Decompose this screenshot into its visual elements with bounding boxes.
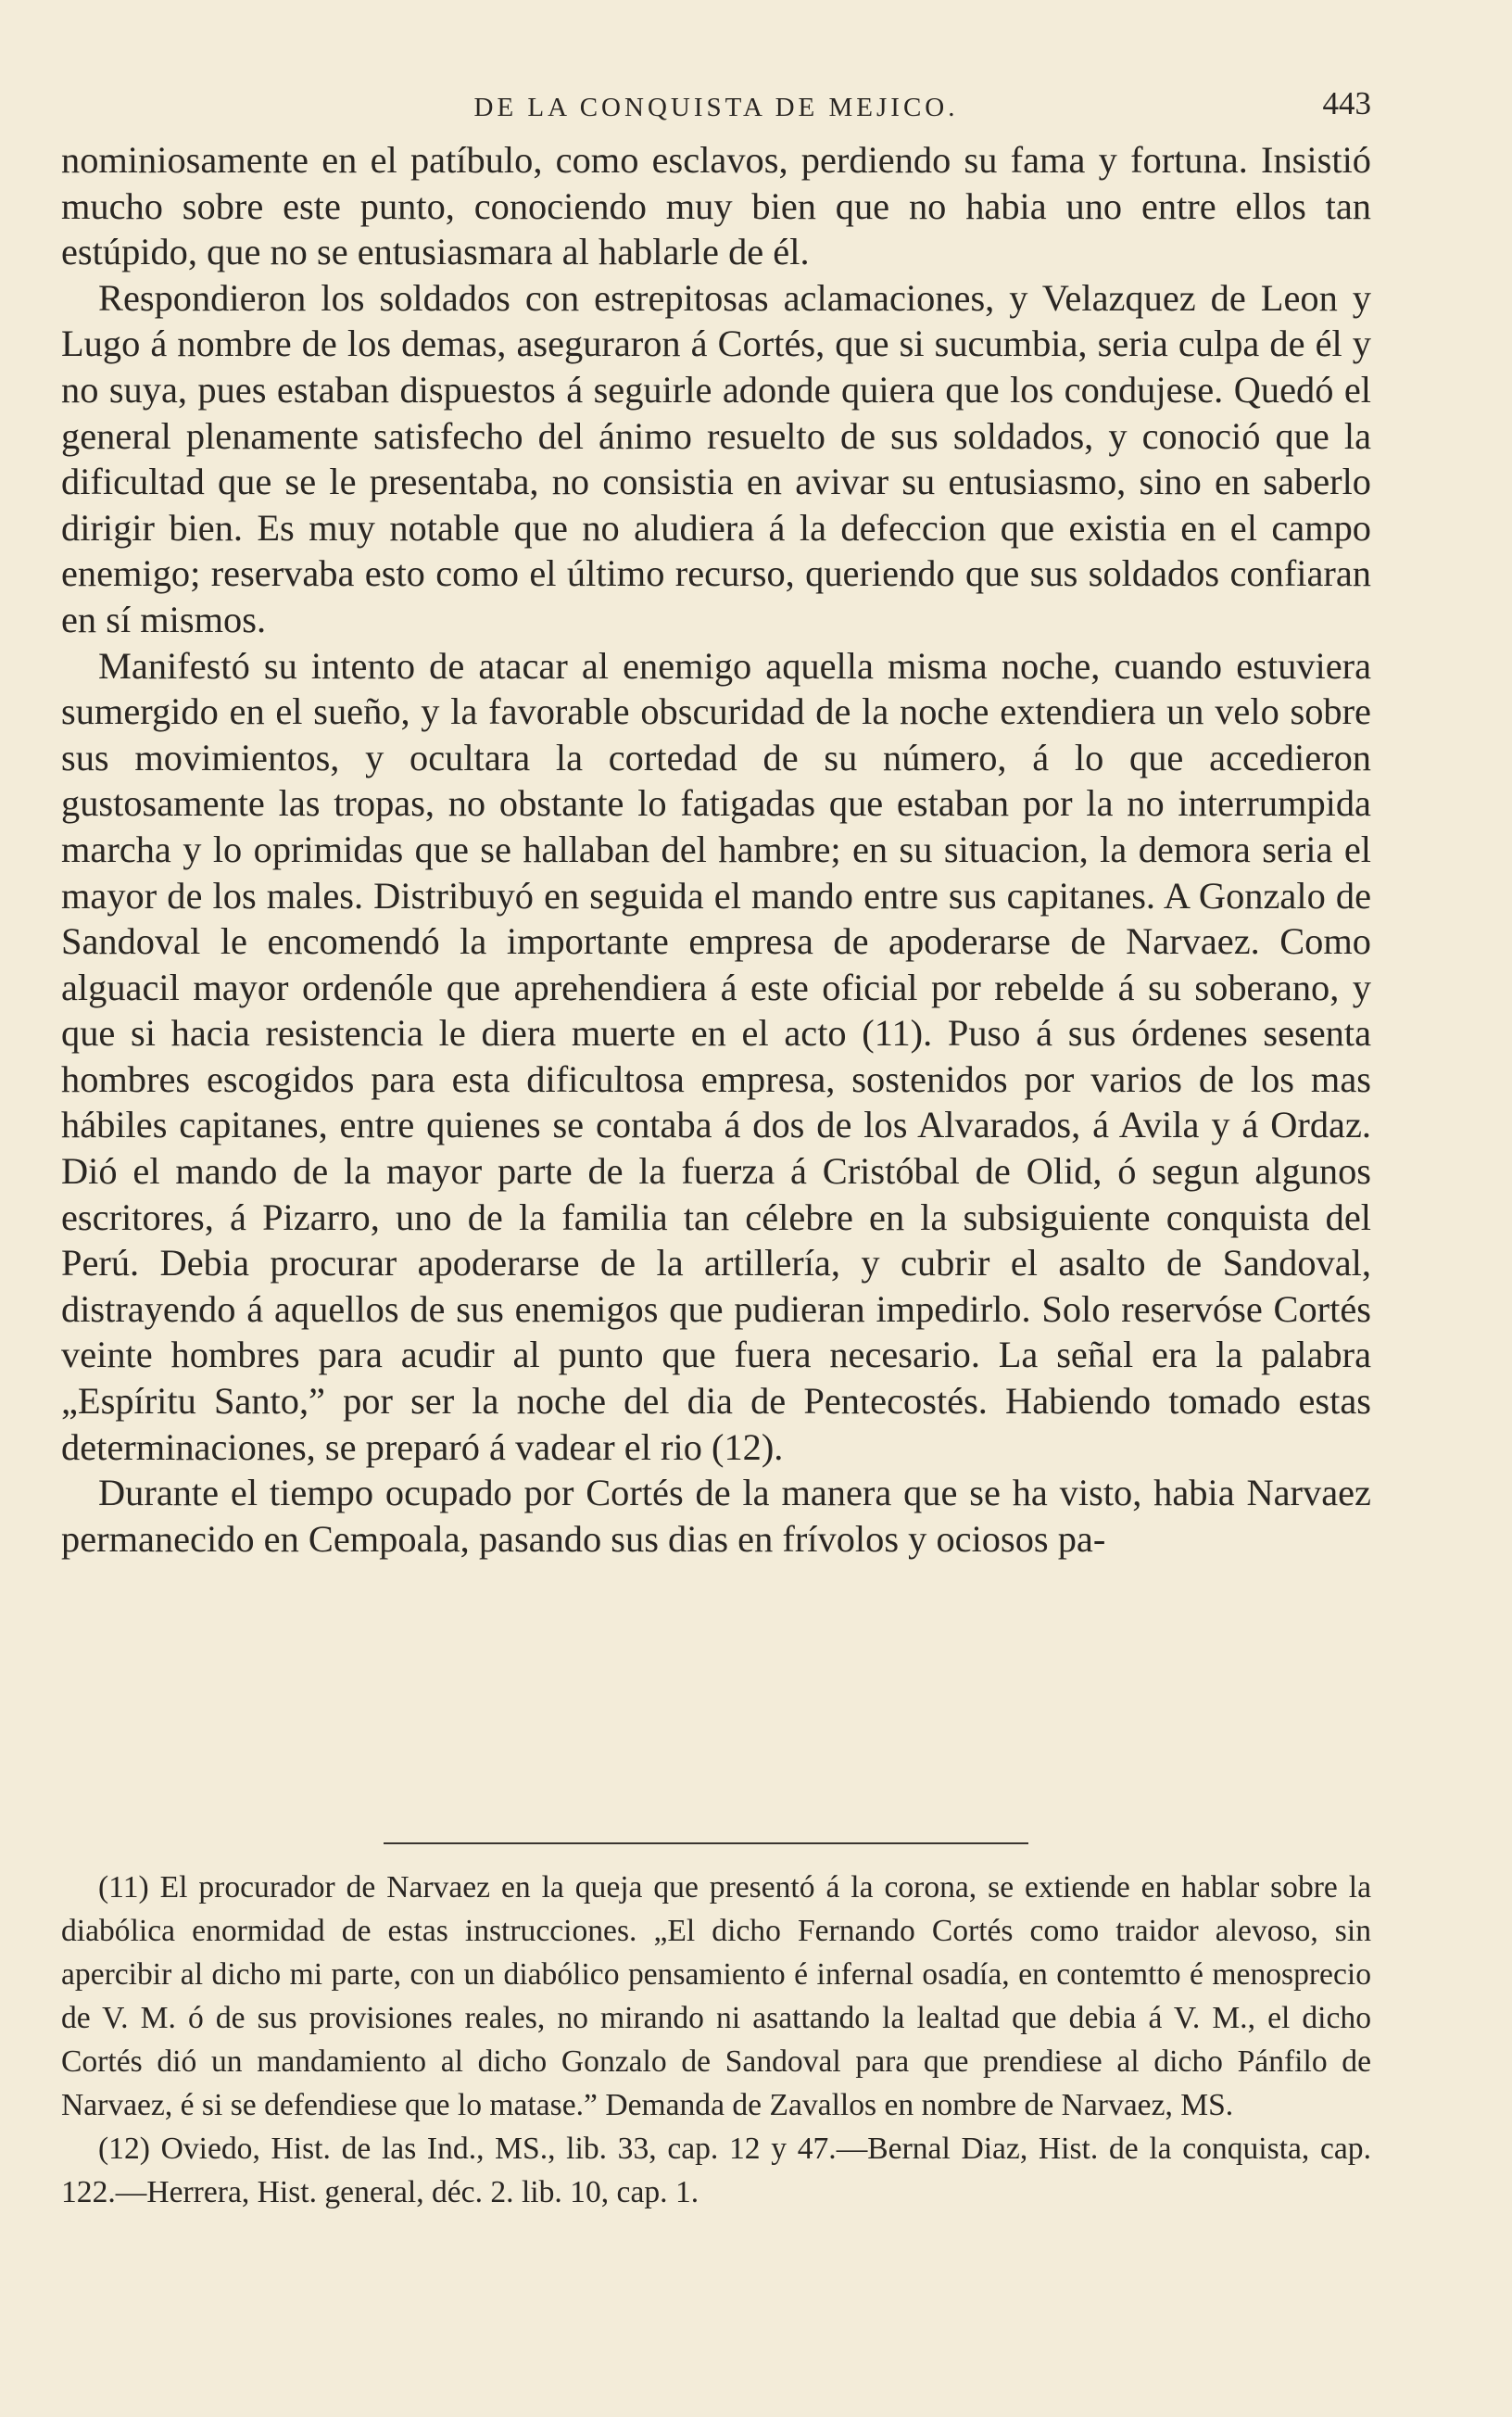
page-header xyxy=(61,85,1371,132)
paragraph-3: Manifestó su intento de atacar al enemigo aquella misma noche, cuando estuviera sumergido en el sueño, y la favorable obscuridad de la noche extendiera un velo sobre sus movimientos, y ocultara la cortedad de su número, á lo que accedieron gustosamente las tropas, no obstante lo fatigadas que estaban por la no interrumpida marcha y lo oprimidas que se hallaban del hambre; en su situacion, la demora seria el mayor de los males. Distribuyó en seguida el mando entre sus capitanes. A Gonzalo de Sandoval le encomendó la importante empresa de apoderarse de Narvaez. Como alguacil mayor ordenóle que aprehendiera á este oficial por rebelde á su soberano, y que si hacia resistencia le diera muerte en el acto (11). Puso á sus órdenes sesenta hombres escogidos para esta dificultosa empresa, sostenidos por varios de los mas hábiles capitanes, entre quienes se contaba á dos de los Alvarados, á Avila y á Ordaz. Dió el mando de la mayor parte de la fuerza á Cristóbal de Olid, ó segun algunos escritores, á Pizarro, uno de la familia tan célebre en la subsiguiente conquista del Perú. Debia procurar apoderarse de la artillería, y cubrir el asalto de Sandoval, distrayendo á aquellos de sus enemigos que pudieran impedirlo. Solo reservóse Cortés veinte hombres para acudir al punto que fuera necesario. La señal era la palabra „Espíritu Santo,” por ser la noche del dia de Pentecostés. Habiendo tomado estas determinaciones, se preparó á vadear el rio (12). xyxy=(61,644,1371,1468)
footnote-11: (11) El procurador de Narvaez en la queja que presentó á la corona, se extiende en hablar sobre la diabólica enormidad de estas instrucciones. „El dicho Fernando Cortés como traidor alevoso, sin apercibir al dicho mi parte, con un diabólico pensamiento é infernal osadía, en contemtto é menosprecio de V. M. ó de sus provisiones reales, no mirando ni asattando la lealtad que debia á V. M., el dicho Cortés dió un mandamiento al dicho Gonzalo de Sandoval para que prendiese al dicho Pánfilo de Narvaez, é si se defendiese que lo matase.” Demanda de Zavallos en nombre de Narvaez, MS. xyxy=(61,1870,1371,2122)
page-number: 443 xyxy=(1322,85,1371,121)
footnote-divider xyxy=(384,1842,1028,1844)
paragraph-1: nominiosamente en el patíbulo, como esclavos, perdiendo su fama y fortuna. Insistió mucho sobre este punto, conociendo muy bien que no habia uno entre ellos tan estúpido, que no se entusiasmara al hablarle de él. xyxy=(61,139,1371,273)
main-text xyxy=(61,137,1371,1562)
footnote-12: (12) Oviedo, Hist. de las Ind., MS., lib. 33, cap. 12 y 47.—Bernal Diaz, Hist. de la conquista, cap. 122.—Herrera, Hist. general, déc. 2. lib. 10, cap. 1. xyxy=(61,2132,1371,2209)
paragraph-4: Durante el tiempo ocupado por Cortés de la manera que se ha visto, habia Narvaez permanecido en Cempoala, pasando sus dias en frívolos y ociosos pa- xyxy=(61,1472,1371,1560)
paragraph-2: Respondieron los soldados con estrepitosas aclamaciones, y Velazquez de Leon y Lugo á nombre de los demas, aseguraron á Cortés, que si sucumbia, seria culpa de él y no suya, pues estaban dispuestos á seguirle adonde quiera que los condujese. Quedó el general plenamente satisfecho del ánimo resuelto de sus soldados, y conoció que la dificultad que se le presentaba, no consistia en avivar su entusiasmo, sino en saberlo dirigir bien. Es muy notable que no aludiera á la defeccion que existia en el campo enemigo; reservaba esto como el último recurso, queriendo que sus soldados confiaran en sí mismos. xyxy=(61,276,1371,640)
running-title: DE LA CONQUISTA DE MEJICO. xyxy=(473,93,959,122)
footnotes xyxy=(61,1866,1371,2214)
